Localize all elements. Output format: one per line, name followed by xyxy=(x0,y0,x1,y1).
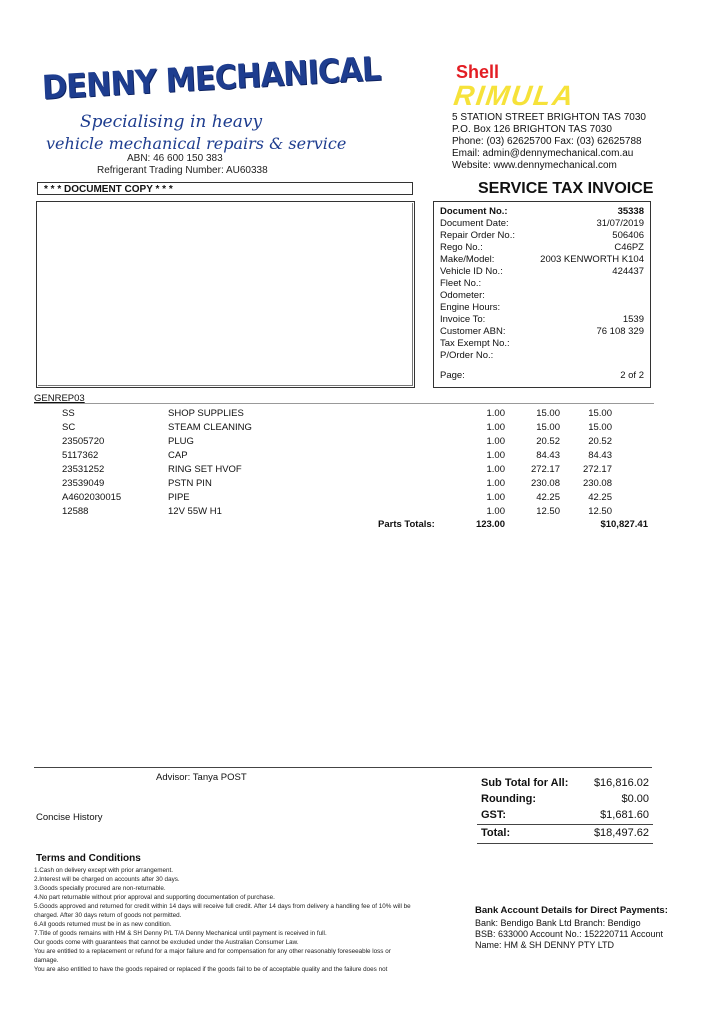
summary-divider xyxy=(477,824,653,825)
bank-line: Name: HM & SH DENNY PTY LTD xyxy=(475,940,615,950)
term-line: 6.All goods returned must be in as new condition. xyxy=(34,921,172,928)
info-row: Odometer: xyxy=(440,290,485,301)
term-line: Our goods come with guarantees that cannot be excluded under the Australian Consumer Law. xyxy=(34,939,299,946)
parts-totals-amount: $10,827.41 xyxy=(600,519,648,530)
term-line: damage. xyxy=(34,957,59,964)
term-line: 7.Title of goods remains with HM & SH Denny P/L T/A Denny Mechanical until payment is received in full. xyxy=(34,930,327,937)
summary-divider xyxy=(477,843,653,844)
table-row: A4602030015 PIPE 1.00 42.25 42.25 xyxy=(62,492,612,503)
section-code: GENREP03 xyxy=(34,393,85,404)
concise-history: Concise History xyxy=(36,812,103,823)
gst-row: GST: $1,681.60 xyxy=(481,809,649,821)
address-po-box: P.O. Box 126 BRIGHTON TAS 7030 xyxy=(452,124,612,135)
table-row: 5117362 CAP 1.00 84.43 84.43 xyxy=(62,450,612,461)
phone-fax: Phone: (03) 62625700 Fax: (03) 62625788 xyxy=(452,136,642,147)
term-line: 4.No part returnable without prior approval and supporting documentation of purchase. xyxy=(34,894,275,901)
table-row: 23505720 PLUG 1.00 20.52 20.52 xyxy=(62,436,612,447)
website: Website: www.dennymechanical.com xyxy=(452,160,617,171)
info-row: Tax Exempt No.: xyxy=(440,338,510,349)
document-copy-label: * * * DOCUMENT COPY * * * xyxy=(37,182,413,195)
table-row: SC STEAM CLEANING 1.00 15.00 15.00 xyxy=(62,422,612,433)
logo-tagline-1: Specialising in heavy xyxy=(80,112,263,132)
refrigerant-number: Refrigerant Trading Number: AU60338 xyxy=(97,165,268,176)
info-row: Rego No.: C46PZ xyxy=(440,242,644,253)
table-row: 23531252 RING SET HVOF 1.00 272.17 272.17 xyxy=(62,464,612,475)
invoice-title: SERVICE TAX INVOICE xyxy=(478,180,654,197)
info-row: Fleet No.: xyxy=(440,278,482,289)
bank-line: BSB: 633000 Account No.: 152220711 Account xyxy=(475,929,663,939)
terms-title: Terms and Conditions xyxy=(36,853,141,864)
info-row: Customer ABN: 76 108 329 xyxy=(440,326,644,337)
info-row: Document Date: 31/07/2019 xyxy=(440,218,644,229)
bank-line: Bank: Bendigo Bank Ltd Branch: Bendigo xyxy=(475,918,641,928)
shell-logo: Shell xyxy=(456,62,500,82)
subtotal-row: Sub Total for All: $16,816.02 xyxy=(481,777,649,789)
advisor: Advisor: Tanya POST xyxy=(156,772,247,783)
info-row: Invoice To: 1539 xyxy=(440,314,644,325)
info-row: Repair Order No.: 506406 xyxy=(440,230,644,241)
invoice-details-box xyxy=(433,201,651,388)
footer-divider xyxy=(34,767,652,768)
info-row: Engine Hours: xyxy=(440,302,501,313)
term-line: You are entitled to a replacement or refund for a major failure and for compensation for any other reasonably foreseeable loss or xyxy=(34,948,391,955)
customer-address-box xyxy=(36,201,415,388)
abn: ABN: 46 600 150 383 xyxy=(127,153,223,164)
rimula-logo: RIMULA xyxy=(451,80,578,111)
info-row: Make/Model: 2003 KENWORTH K104 xyxy=(440,254,644,265)
table-row: 23539049 PSTN PIN 1.00 230.08 230.08 xyxy=(62,478,612,489)
term-line: 2.Interest will be charged on accounts after 30 days. xyxy=(34,876,180,883)
logo-tagline-2: vehicle mechanical repairs & service xyxy=(46,134,347,153)
parts-totals-qty: 123.00 xyxy=(475,519,505,530)
logo-text: DENNY MECHANICAL xyxy=(41,48,382,107)
divider xyxy=(34,403,654,404)
term-line: You are also entitled to have the goods repaired or replaced if the goods fail to be of acceptable quality and the failure does not xyxy=(34,966,388,973)
bank-title: Bank Account Details for Direct Payments: xyxy=(475,905,668,916)
page-number: Page: 2 of 2 xyxy=(440,370,644,381)
email: Email: admin@dennymechanical.com.au xyxy=(452,148,634,159)
info-row: Vehicle ID No.: 424437 xyxy=(440,266,644,277)
term-line: charged. After 30 days return of goods not permitted. xyxy=(34,912,182,919)
term-line: 1.Cash on delivery except with prior arrangement. xyxy=(34,867,173,874)
info-row: Document No.: 35338 xyxy=(440,206,644,217)
parts-totals-label: Parts Totals: xyxy=(378,519,435,530)
term-line: 5.Goods approved and returned for credit within 14 days will receive full credit. After 14 days from delivery a handling fee of 10% will be xyxy=(34,903,411,910)
address-street: 5 STATION STREET BRIGHTON TAS 7030 xyxy=(452,112,646,123)
table-row: 12588 12V 55W H1 1.00 12.50 12.50 xyxy=(62,506,612,517)
table-row: SS SHOP SUPPLIES 1.00 15.00 15.00 xyxy=(62,408,612,419)
rounding-row: Rounding: $0.00 xyxy=(481,793,649,805)
term-line: 3.Goods specially procured are non-returnable. xyxy=(34,885,166,892)
total-row: Total: $18,497.62 xyxy=(481,827,649,839)
info-row: P/Order No.: xyxy=(440,350,494,361)
